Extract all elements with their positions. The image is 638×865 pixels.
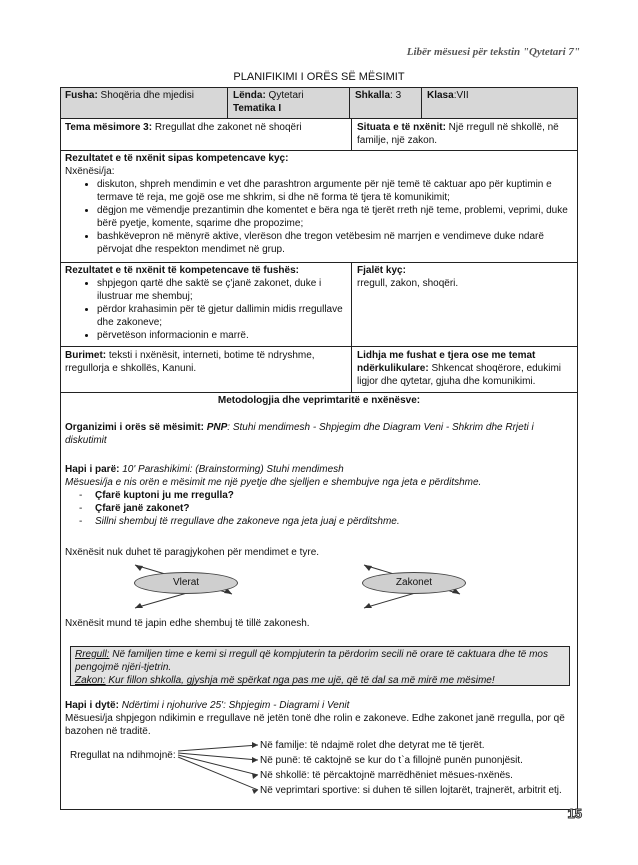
list-item: • bashkëvepron në mënyrë aktive, vlerëson dhe tregon vetëbesim në marrjen e vendimeve duke ndarë përvojat dhe respekton mendimet në grup. (97, 230, 573, 256)
page-number: 15 (567, 806, 582, 821)
shkalla-cell: Shkalla: 3 (355, 90, 402, 101)
lesson-organization: Organizimi i orës së mësimit: PNP: Stuhi mendimesh - Shpjegim dhe Diagram Veni - Shkrim dhe Rrjeti i diskutimit (65, 422, 534, 446)
field-competences: Rezultatet e të nxënit të kompetencave të fushës: • shpjegon qartë dhe saktë se ç'janë zakonet, duke i ilustruar me shembuj; • përdor krahasimin për të gjetur dallimin midis rregullave dhe zakoneve; • përvetëson informacionin e marrë. (61, 263, 351, 343)
klasa-cell: Klasa:VII (427, 90, 469, 101)
burimet-cell: Burimet: teksti i nxënësit, interneti, botime të ndryshme, rregullorja e shkollës, Kanuni. (65, 350, 315, 374)
list-item: • përvetëson informacionin e marrë. (97, 329, 347, 342)
list-item: • përdor krahasimin për të gjetur dallimin midis rregullave dhe zakoneve; (97, 303, 347, 329)
tematika: Tematika I (233, 103, 282, 114)
examples-box: Rregull: Në familjen time e kemi si rregull që kompjuterin ta përdorim secili në orare të caktuara dhe të mos pengojmë njëri-tjetrin. Zakon: Kur fillon shkolla, gjyshja më spërkat nga pas me ujë, që të dal sa më mirë me mësime! (70, 646, 570, 686)
rules-root: Rregullat na ndihmojnë: (70, 750, 176, 761)
list-item: • diskuton, shpreh mendimin e vet dhe parashtron argumente për një temë të caktuar apo për kuptimin e termave të reja, me gojë ose me shkrim, si dhe në forma të tjera të komunikimit; (97, 178, 573, 204)
step-two: Hapi i dytë: Ndërtimi i njohurive 25': Shpjegim - Diagrami i Venit Mësuesi/ja shpjegon ndikimin e rregullave në jetën tonë dhe rolin e zakoneve. Edhe zakonet janë rregulla, por që bazohen në traditë. (65, 700, 565, 737)
lidhja-cell: Lidhja me fushat e tjera ose me temat ndërkulikulare: Shkencat shoqërore, edukimi ligjor dhe qytetar, gjuha dhe komunikimi. (357, 350, 561, 387)
list-item: • dëgjon me vëmendje prezantimin dhe komentet e bëra nga të tjerët rreth një teme, problemi, veprimi, duke bërë pyetje, komente, sqarime dhe propozime; (97, 204, 573, 230)
values-ellipse: Vlerat (134, 572, 238, 594)
tema-cell: Tema mësimore 3: Rregullat dhe zakonet në shoqëri (65, 122, 302, 133)
step-one: Hapi i parë: 10' Parashikimi: (Brainstorming) Stuhi mendimesh Mësuesi/ja e nis orën e mësimit me një pyetje dhe sjelljen e shembujve nga jeta e përditshme. - Çfarë kuptoni ju me rregulla? - Çfarë janë zakonet? - Sillni shembuj të rregullave dhe zakoneve nga jeta juaj e përditshme. (61, 462, 577, 529)
question-rules: Çfarë kuptoni ju me rregulla? (95, 490, 234, 501)
question-customs: Çfarë janë zakonet? (95, 503, 190, 514)
branch-school: Në shkollë: të përcaktojnë marrëdhëniet mësues-nxënës. (260, 770, 513, 781)
question-examples: Sillni shembuj të rregullave dhe zakoneve nga jeta juaj e përditshme. (95, 516, 400, 527)
fusha-cell: Fusha: Shoqëria dhe mjedisi (65, 90, 194, 101)
keywords-cell: Fjalët kyç: rregull, zakon, shoqëri. (357, 265, 459, 289)
situata-cell: Situata e të nxënit: Një rregull në shkollë, në familje, një zakon. (357, 122, 559, 146)
document-title: PLANIFIKIMI I ORËS SË MËSIMIT (233, 71, 405, 83)
list-item: • shpjegon qartë dhe saktë se ç'janë zakonet, duke i ilustruar me shembuj; (97, 277, 347, 303)
customs-ellipse: Zakonet (362, 572, 466, 594)
branch-work: Në punë: të caktojnë se kur do t`a fillojnë punën punonjësit. (260, 755, 523, 766)
branch-family: Në familje: të ndajmë rolet dhe detyrat me të tjerët. (260, 740, 485, 751)
examples-note: Nxënësit mund të japin edhe shembuj të tillë zakonesh. (65, 618, 310, 629)
book-header: Libër mësuesi për tekstin "Qytetari 7" (406, 46, 580, 58)
key-competences: Rezultatet e të nxënit sipas kompetencave kyç: Nxënësi/ja: • diskuton, shpreh mendimin e vet dhe parashtron argumente për një temë të caktuar apo për kuptimin e termave të reja, me gojë ose me shkrim, si dhe në forma të tjera të komunikimit; • dëgjon me vëmendje prezantimin dhe komentet e bëra nga të tjerët rreth një teme, problemi, veprimi, duke bërë pyetje, komente, sqarime dhe propozime; • bashkëvepron në mënyrë aktive, vlerëson dhe tregon vetëbesim në marrjen e vendimeve duke ndarë përvojat dhe respekton mendimet në grup. (61, 151, 577, 257)
branch-sports: Në veprimtari sportive: si duhen të sillen lojtarët, trajnerët, arbitrit etj. (260, 785, 562, 796)
no-prejudice-note: Nxënësit nuk duhet të paragjykohen për mendimet e tyre. (65, 547, 320, 558)
methodology-title: Metodologjia dhe veprimtaritë e nxënësve: (217, 395, 421, 406)
lenda-cell: Lënda: Qytetari Tematika I (233, 90, 304, 114)
